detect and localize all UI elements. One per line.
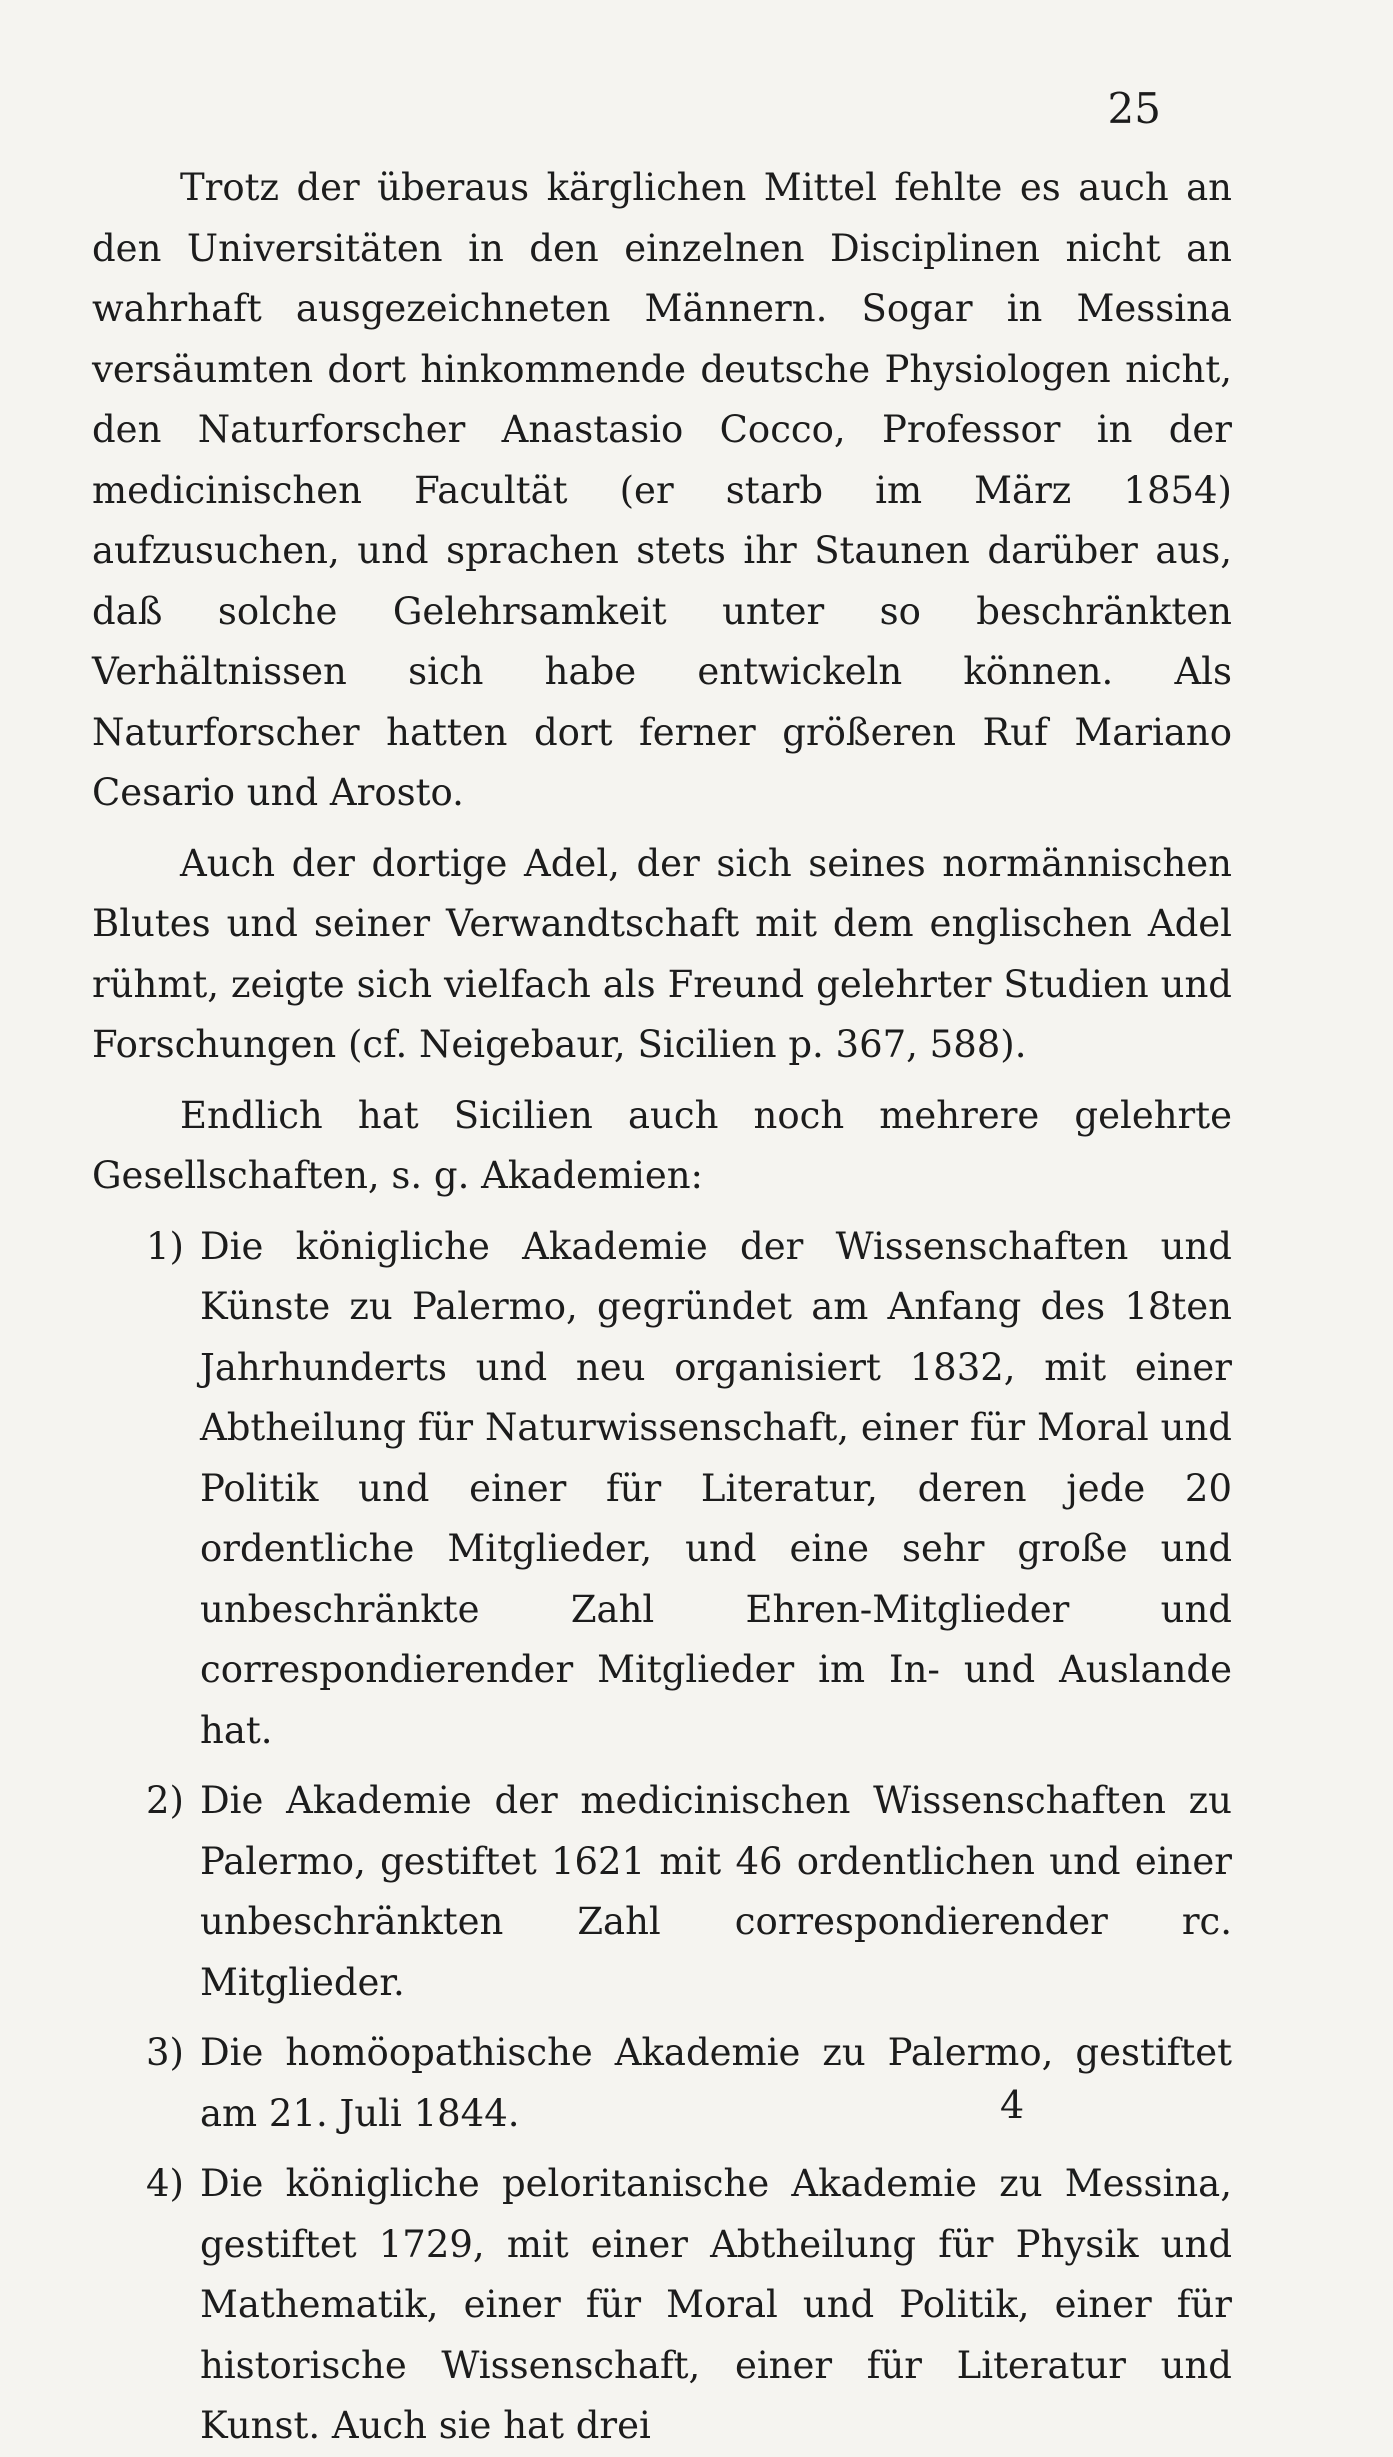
list-item-number: 1) (146, 1224, 184, 1268)
list-item-text: Die königliche Akademie der Wissenschaften und Künste zu Palermo, gegründet am Anfang des 18ten Jahrhunderts und neu organisiert 1832, mit einer Abtheilung für Naturwissenschaft, einer für Moral und Politik und einer für Literatur, deren jede 20 ordentliche Mitglieder, und eine sehr große und unbeschränkte Zahl Ehren-Mitglieder und correspondierender Mitglieder im In- und Auslande hat. (200, 1224, 1232, 1752)
paragraph-2: Auch der dortige Adel, der sich seines normännischen Blutes und seiner Verwandtschaft mit dem englischen Adel rühmt, zeigte sich vielfach als Freund gelehrter Studien und Forschungen (cf. Neigebaur, Sicilien p. 367, 588). (92, 841, 1232, 1066)
list-item-text: Die königliche peloritanische Akademie zu Messina, gestiftet 1729, mit einer Abtheilung für Physik und Mathematik, einer für Moral und Politik, einer für historische Wissenschaft, einer für Literatur und Kunst. Auch sie hat drei (200, 2162, 1232, 2447)
body-text (92, 158, 1232, 2457)
list-item-number: 4) (146, 2162, 184, 2205)
list-item-text: Die Akademie der medicinischen Wissenschaften zu Palermo, gestiftet 1621 mit 46 ordentlichen und einer unbeschränkten Zahl correspondierender rc. Mitglieder. (200, 1779, 1232, 2004)
signature-mark: 4 (1000, 2083, 1025, 2127)
list-item-number: 3) (146, 2031, 184, 2074)
list-item (92, 2154, 1232, 2457)
list-item (92, 2023, 1232, 2144)
academy-list (92, 1217, 1232, 2457)
list-item (92, 1771, 1232, 2013)
paragraph-1: Trotz der überaus kärglichen Mittel fehlte es auch an den Universitäten in den einzelnen Disciplinen nicht an wahrhaft ausgezeichneten Männern. Sogar in Messina versäumten dort hinkommende deutsche Physiologen nicht, den Naturforscher Anastasio Cocco, Professor in der medicinischen Facultät (er starb im März 1854) aufzusuchen, und sprachen stets ihr Staunen darüber aus, daß solche Gelehrsamkeit unter so beschränkten Verhältnissen sich habe entwickeln können. Als Naturforscher hatten dort ferner größeren Ruf Mariano Cesario und Arosto. (92, 166, 1232, 814)
paragraph-3: Endlich hat Sicilien auch noch mehrere gelehrte Gesellschaften, s. g. Akademien: (92, 1093, 1232, 1197)
page-number: 25 (1107, 84, 1161, 133)
list-item-number: 2) (146, 1779, 184, 1822)
list-item-text: Die homöopathische Akademie zu Palermo, gestiftet am 21. Juli 1844. (200, 2031, 1232, 2135)
list-item (92, 1217, 1232, 1762)
